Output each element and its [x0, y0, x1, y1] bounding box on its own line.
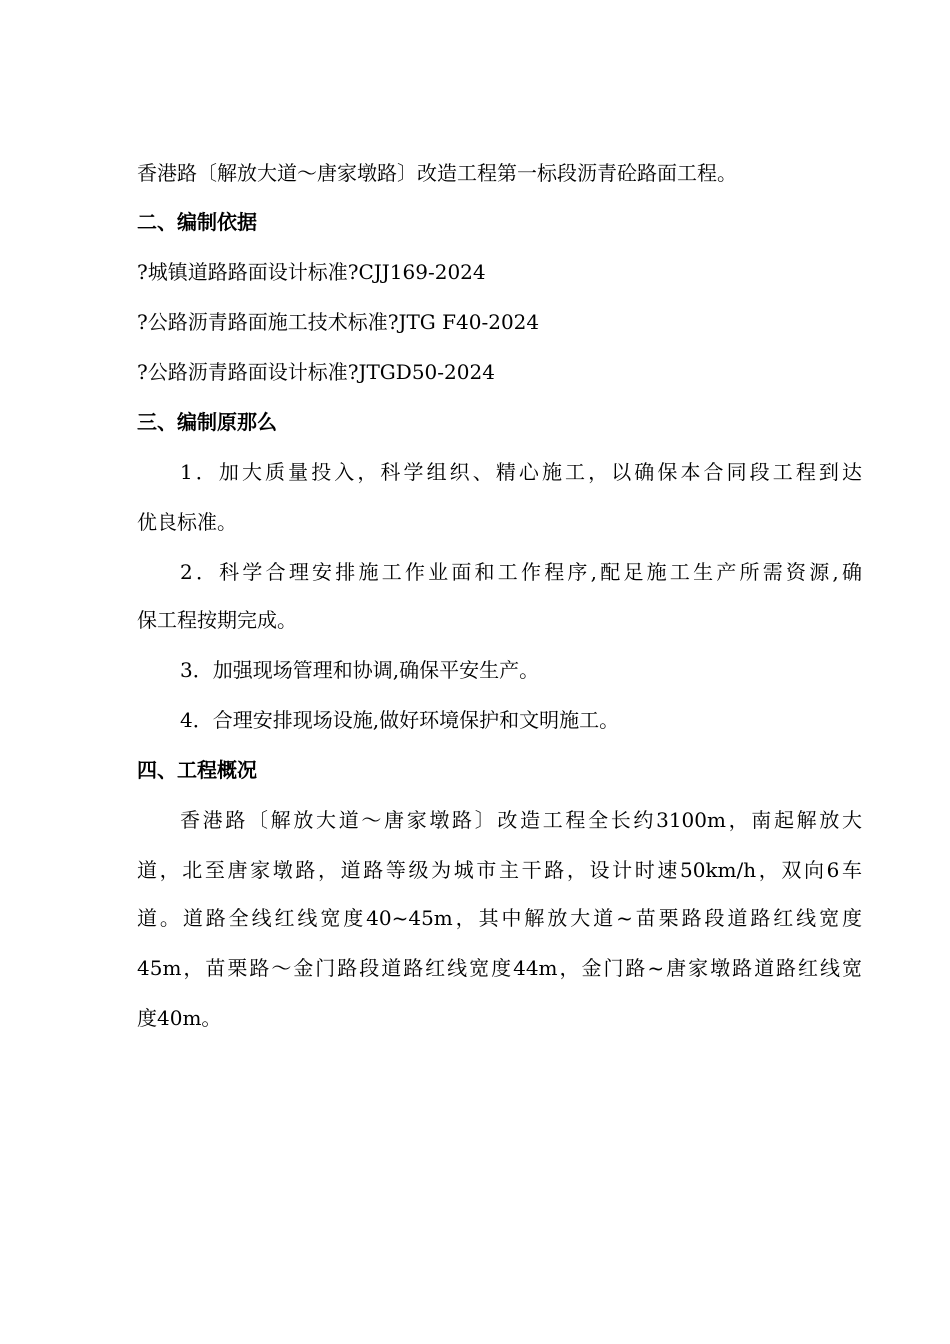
overview-paragraph-line: 道。道路全线红线宽度40~45m，其中解放大道~苗栗路段道路红线宽度 — [137, 906, 862, 930]
section-heading-basis: 二、编制依据 — [137, 210, 257, 234]
standard-item: ?公路沥青路面施工技术标准?JTG F40-2024 — [137, 310, 540, 334]
overview-paragraph-line: 道，北至唐家墩路，道路等级为城市主干路，设计时速50km/h，双向6车 — [137, 858, 862, 882]
section-heading-overview: 四、工程概况 — [137, 758, 257, 782]
standard-item: ?公路沥青路面设计标准?JTGD50-2024 — [137, 360, 495, 384]
scope-text: 香港路〔解放大道～唐家墩路〕改造工程第一标段沥青砼路面工程。 — [137, 161, 737, 185]
principle-item-4: 4．合理安排现场设施,做好环境保护和文明施工。 — [180, 708, 620, 732]
overview-paragraph-line: 45m，苗栗路～金门路段道路红线宽度44m，金门路~唐家墩路道路红线宽 — [137, 956, 862, 980]
principle-item-3: 3．加强现场管理和协调,确保平安生产。 — [180, 658, 540, 682]
standard-item: ?城镇道路路面设计标准?CJJ169-2024 — [137, 260, 486, 284]
overview-paragraph-line: 香港路〔解放大道～唐家墩路〕改造工程全长约3100m，南起解放大 — [180, 808, 862, 832]
principle-item-2-cont: 保工程按期完成。 — [137, 608, 297, 632]
principle-item-2: 2．科学合理安排施工作业面和工作程序,配足施工生产所需资源,确 — [180, 560, 862, 584]
principle-item-1: 1．加大质量投入，科学组织、精心施工，以确保本合同段工程到达 — [180, 460, 862, 484]
overview-paragraph-line: 度40m。 — [137, 1006, 222, 1030]
principle-item-1-cont: 优良标准。 — [137, 510, 237, 534]
section-heading-principles: 三、编制原那么 — [137, 410, 277, 434]
